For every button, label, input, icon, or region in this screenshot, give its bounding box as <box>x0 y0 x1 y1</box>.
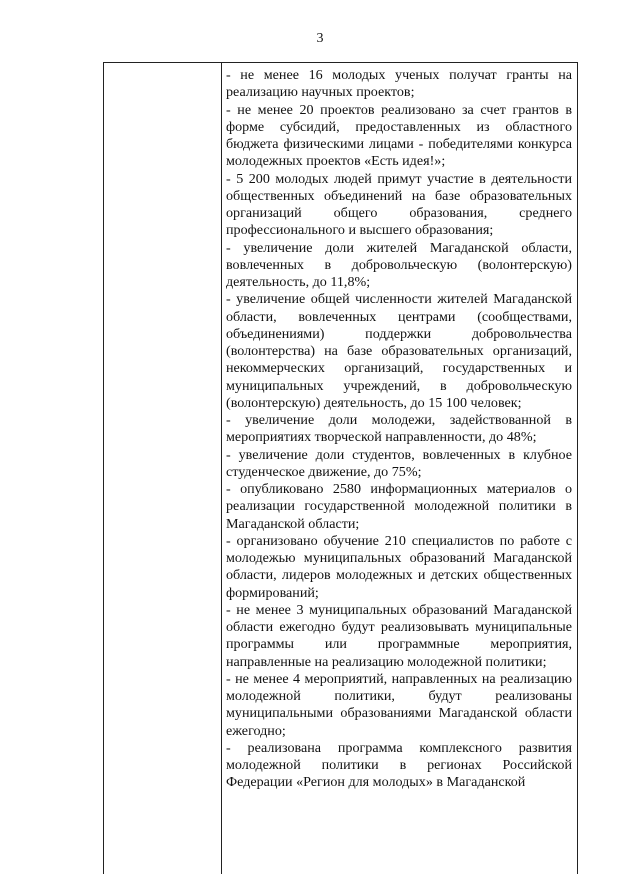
list-item: - увеличение общей численности жителей Магаданской области, вовлеченных центрами (сообществами, объединениями) поддержки добровольчества (волонтерства) на базе образовательных организаций, некоммерческих организаций, государственных и муниципальных учреждений, в добровольческую (волонтерскую) деятельность, до 15 100 человек; <box>226 291 572 411</box>
page-number: 3 <box>316 31 324 46</box>
list-item: - организовано обучение 210 специалистов по работе с молодежью муниципальных образований Магаданской области, лидеров молодежных и детских общественных формирований; <box>226 532 572 601</box>
list-item: - не менее 20 проектов реализовано за счет грантов в форме субсидий, предоставленных из областного бюджета физическими лицами - победителями конкурса молодежных проектов «Есть идея!»; <box>226 101 572 170</box>
list-item: - не менее 4 мероприятий, направленных на реализацию молодежной политики, будут реализованы муниципальными образованиями Магаданской области ежегодно; <box>226 670 572 739</box>
document-table <box>103 62 578 874</box>
list-item: - 5 200 молодых людей примут участие в деятельности общественных объединений на базе образовательных организаций общего образования, среднего профессионального и высшего образования; <box>226 170 572 239</box>
table-left-cell <box>104 63 222 874</box>
list-item: - увеличение доли студентов, вовлеченных в клубное студенческое движение, до 75%; <box>226 446 572 480</box>
list-item: - опубликовано 2580 информационных материалов о реализации государственной молодежной политики в Магаданской области; <box>226 481 572 532</box>
list-item: - увеличение доли жителей Магаданской области, вовлеченных в добровольческую (волонтерскую) деятельность, до 11,8%; <box>226 239 572 290</box>
list-item: - не менее 3 муниципальных образований Магаданской области ежегодно будут реализовывать муниципальные программы или программные мероприятия, направленные на реализацию молодежной политики; <box>226 601 572 670</box>
list-item: - не менее 16 молодых ученых получат гранты на реализацию научных проектов; <box>226 67 572 101</box>
table-right-cell <box>222 63 577 874</box>
list-item: - увеличение доли молодежи, задействованной в мероприятиях творческой направленности, до 48%; <box>226 412 572 446</box>
list-item: - реализована программа комплексного развития молодежной политики в регионах Российской Федерации «Регион для молодых» в Магаданской <box>226 739 572 791</box>
